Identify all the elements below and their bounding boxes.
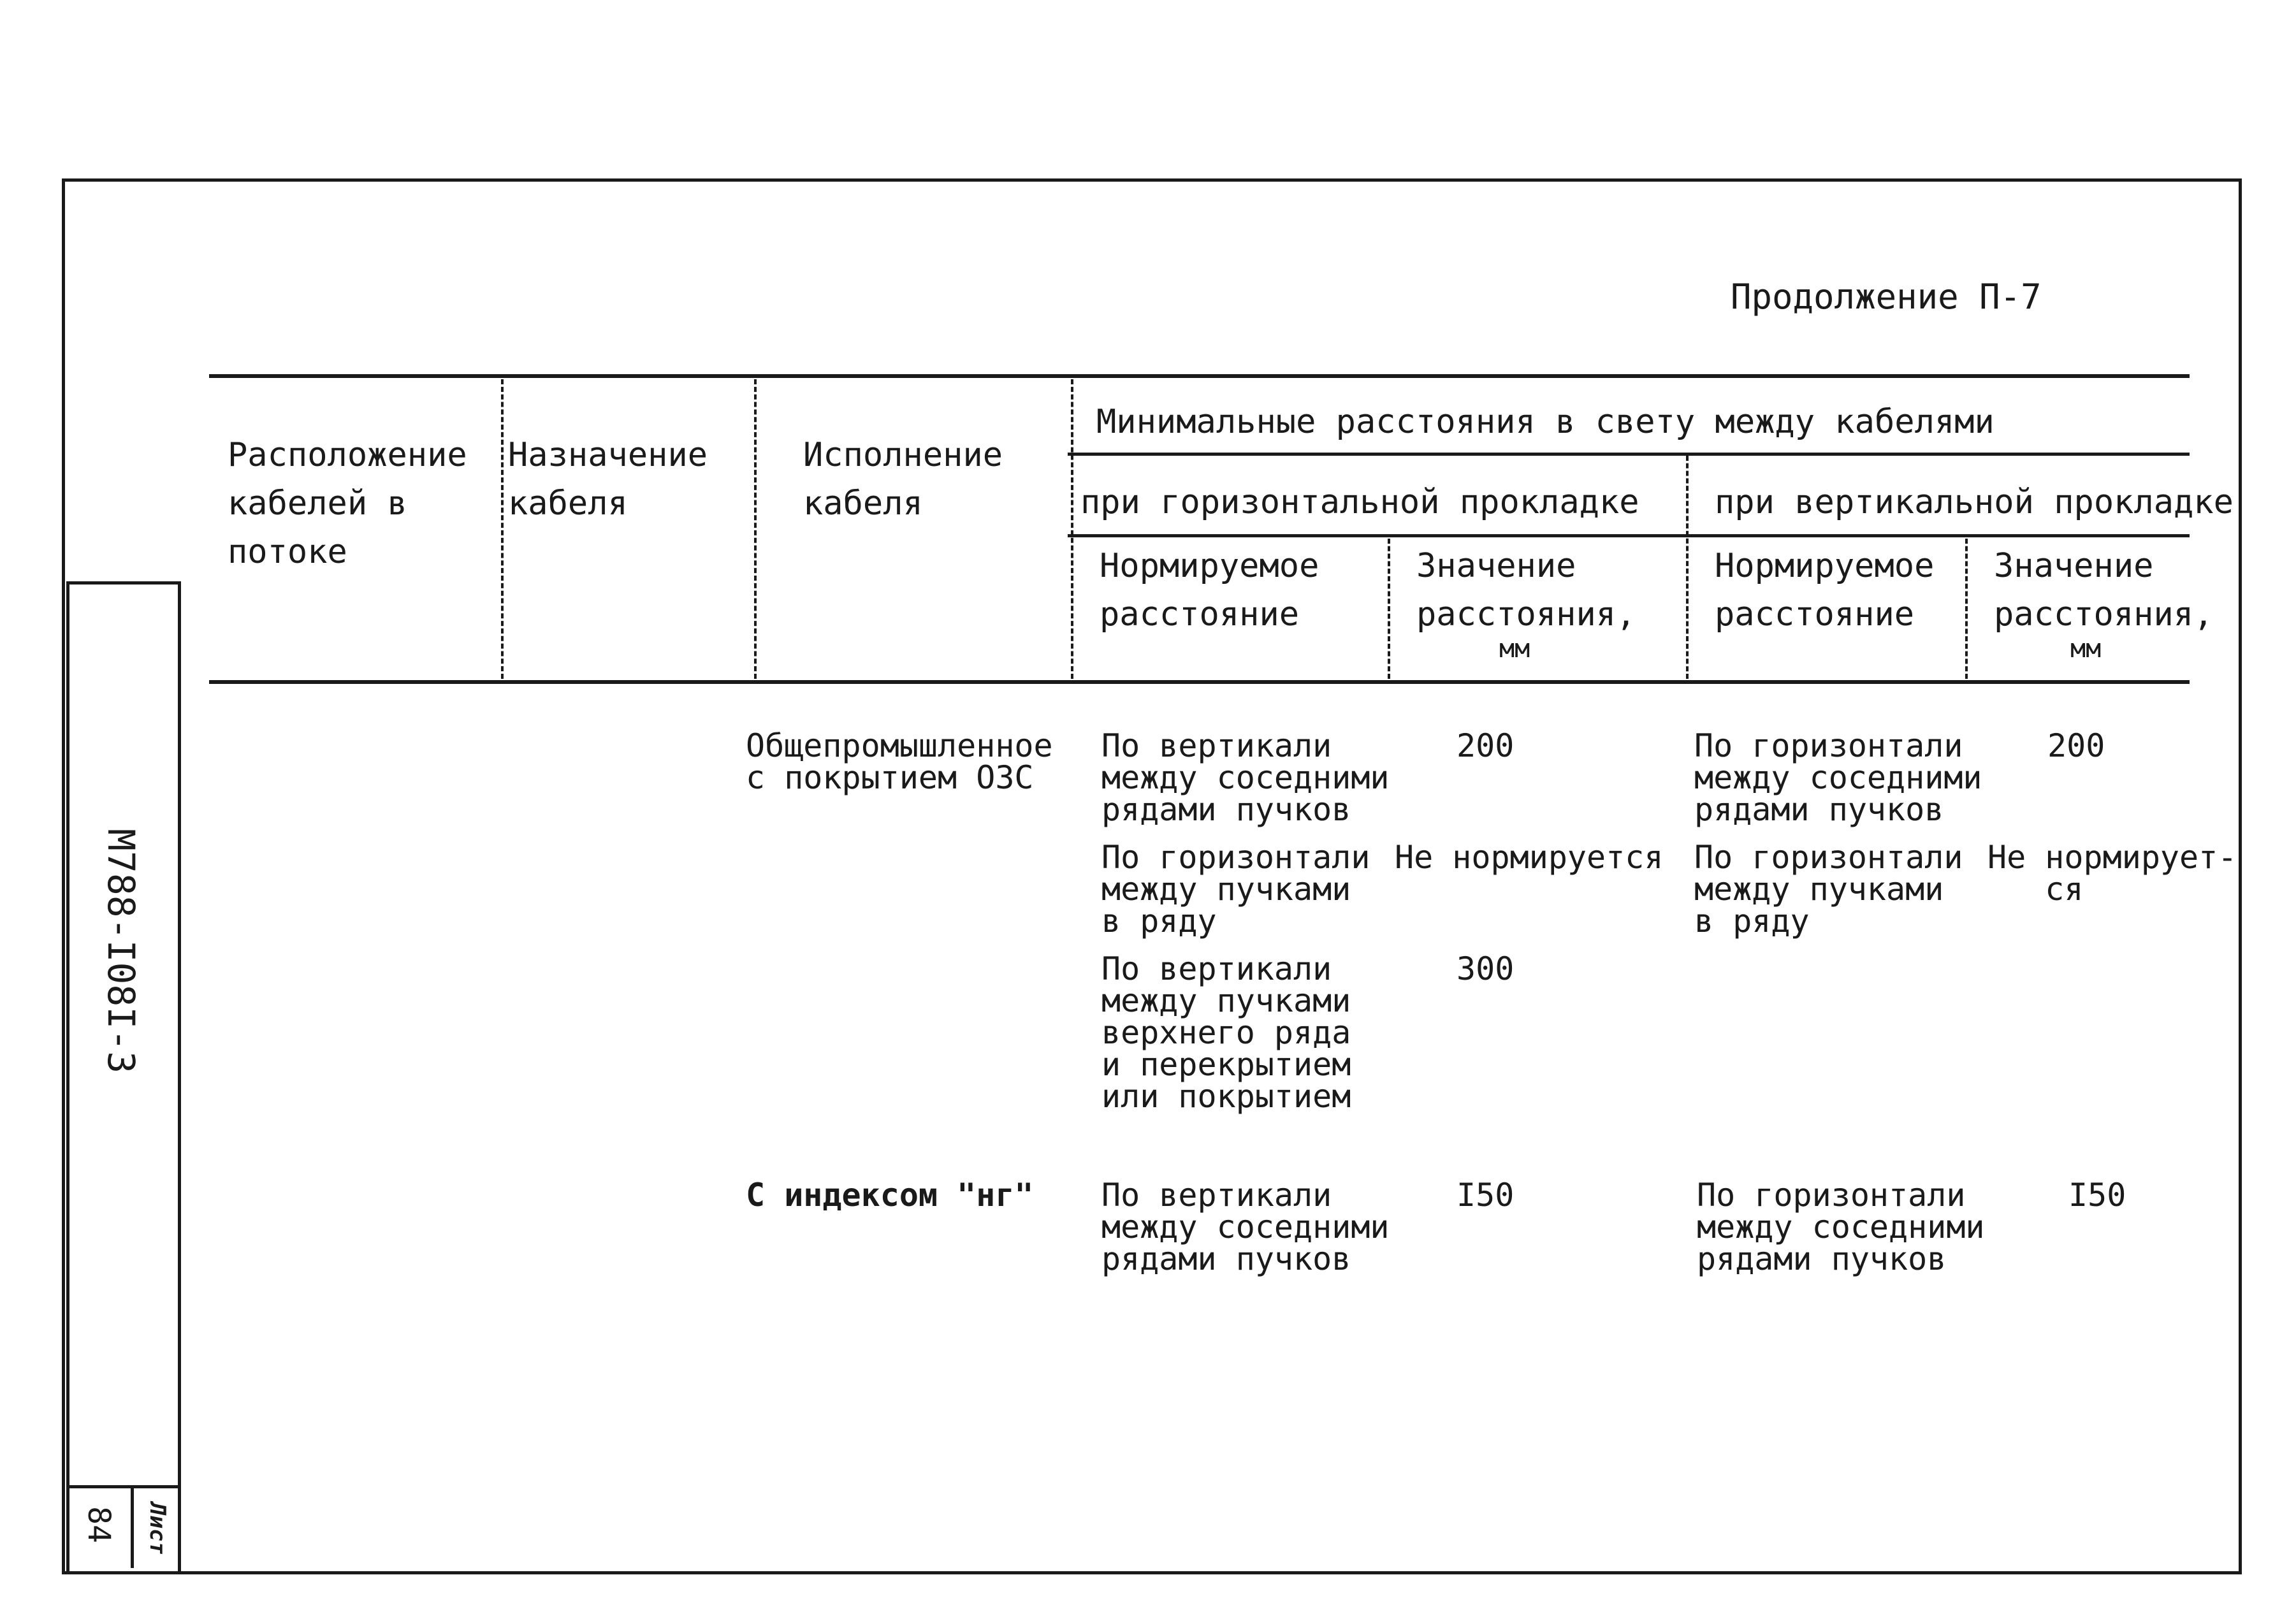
row1-execution: Общепромышленное с покрытием ОЗС bbox=[746, 727, 1053, 796]
header-v-norm-2: расстояние bbox=[1715, 595, 1915, 634]
header-v-unit: мм bbox=[2070, 634, 2102, 664]
header-execution-2: кабеля bbox=[803, 484, 923, 523]
header-v-norm-1: Нормируемое bbox=[1715, 547, 1935, 585]
row1-entry1-h-norm: По вертикали между соседними рядами пучков bbox=[1101, 727, 1390, 828]
col-divider-5 bbox=[1388, 539, 1390, 679]
sheet-number: 84 bbox=[81, 1506, 117, 1543]
header-rule-2 bbox=[1068, 534, 2190, 537]
row1-entry2-v-value: Не нормирует- ся bbox=[1987, 839, 2237, 908]
side-stamp-frame bbox=[66, 581, 181, 1574]
header-purpose-1: Назначение bbox=[508, 436, 708, 474]
row1-entry2-v-norm: По горизонтали между пучками в ряду bbox=[1694, 839, 1963, 940]
header-location-1: Расположение bbox=[228, 436, 467, 474]
header-h-norm-1: Нормируемое bbox=[1100, 547, 1319, 585]
row1-entry3-h-norm: По вертикали между пучками верхнего ряда и перекрытием или покрытием bbox=[1101, 950, 1351, 1115]
header-bottom-rule bbox=[209, 680, 2190, 684]
stamp-divider-vertical bbox=[131, 1485, 134, 1568]
row2-entry1-h-value: I50 bbox=[1457, 1177, 1515, 1214]
continuation-heading: Продолжение П-7 bbox=[1731, 277, 2042, 317]
header-h-norm-2: расстояние bbox=[1100, 595, 1300, 634]
row2-entry1-v-value: I50 bbox=[2068, 1177, 2126, 1214]
row2-entry1-h-norm: По вертикали между соседними рядами пучков bbox=[1101, 1177, 1390, 1277]
sheet-label: Лист bbox=[145, 1502, 170, 1555]
col-divider-2 bbox=[754, 379, 757, 679]
row2-entry1-v-norm: По горизонтали между соседними рядами пучков bbox=[1697, 1177, 1985, 1277]
row1-entry2-h-value: Не нормируется bbox=[1395, 839, 1664, 876]
header-location-2: кабелей в bbox=[228, 484, 407, 523]
stamp-divider bbox=[66, 1485, 178, 1488]
header-vertical: при вертикальной прокладке bbox=[1715, 483, 2234, 521]
header-v-value-2: расстояния, bbox=[1994, 595, 2214, 634]
header-execution-1: Исполнение bbox=[803, 436, 1003, 474]
table-top-rule bbox=[209, 374, 2190, 378]
document-code: М788-I08I-3 bbox=[99, 829, 143, 1074]
header-v-value-1: Значение bbox=[1994, 547, 2154, 585]
col-divider-1 bbox=[501, 379, 504, 679]
row1-entry1-h-value: 200 bbox=[1457, 727, 1515, 764]
header-h-value-2: расстояния, bbox=[1416, 595, 1636, 634]
header-rule-1 bbox=[1068, 453, 2190, 456]
row1-entry1-v-value: 200 bbox=[2047, 727, 2105, 764]
col-divider-4 bbox=[1686, 456, 1689, 679]
row2-execution: С индексом "нг" bbox=[746, 1177, 1034, 1214]
row1-entry2-h-norm: По горизонтали между пучками в ряду bbox=[1101, 839, 1370, 940]
col-divider-6 bbox=[1965, 539, 1968, 679]
header-horizontal: при горизонтальной прокладке bbox=[1080, 483, 1639, 521]
header-purpose-2: кабеля bbox=[508, 484, 628, 523]
header-min-distance: Минимальные расстояния в свету между кабелями bbox=[1096, 403, 1994, 441]
col-divider-3 bbox=[1071, 379, 1073, 679]
row1-entry3-h-value: 300 bbox=[1457, 950, 1515, 987]
header-location-3: потоке bbox=[228, 533, 347, 571]
header-h-value-1: Значение bbox=[1416, 547, 1576, 585]
header-h-unit: мм bbox=[1499, 634, 1530, 664]
row1-entry1-v-norm: По горизонтали между соседними рядами пучков bbox=[1694, 727, 1982, 828]
